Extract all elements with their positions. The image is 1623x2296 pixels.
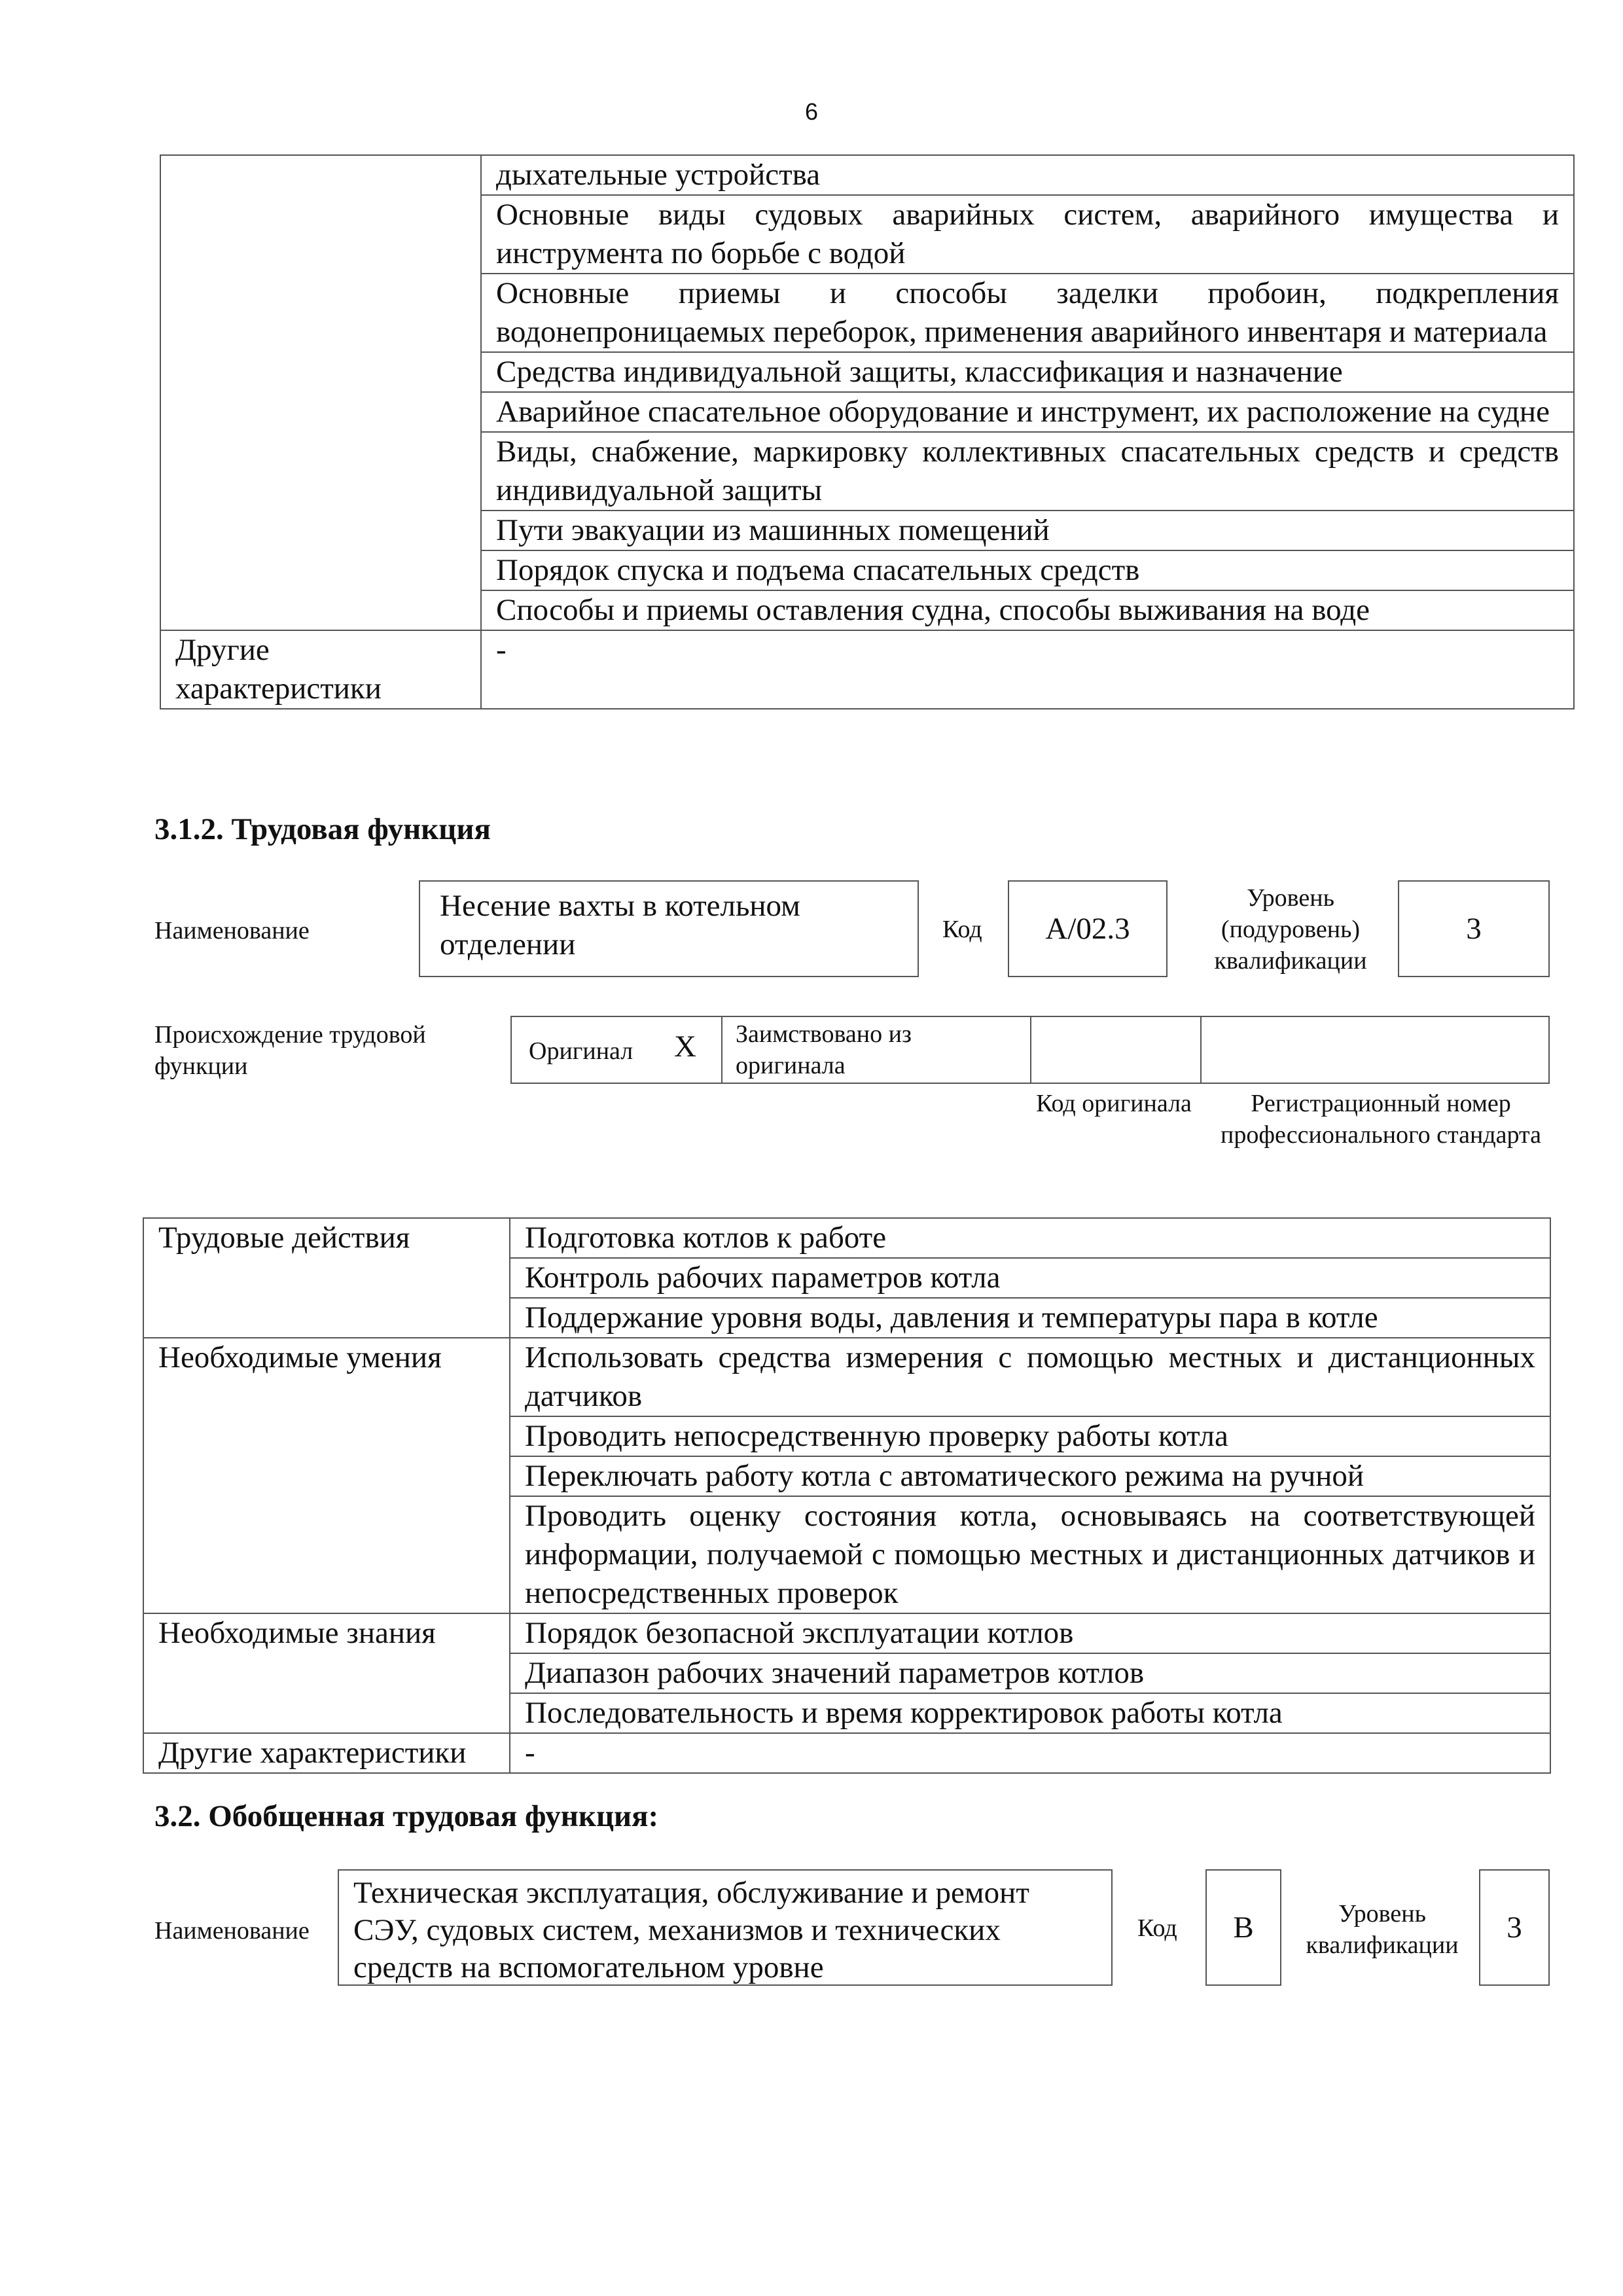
code-box: В <box>1205 1869 1281 1986</box>
other-characteristics-label: Другие характеристики <box>143 1733 510 1773</box>
original-mark: X <box>674 1030 696 1064</box>
table-cell: Порядок безопасной эксплуатации котлов <box>510 1613 1550 1653</box>
table-cell: Виды, снабжение, маркировку коллективных спасательных средств и средств индивидуальной защиты <box>481 432 1574 511</box>
generalized-function-name-box: Техническая эксплуатация, обслуживание и ремонт СЭУ, судовых систем, механизмов и технических средств на вспомогательном уровне <box>338 1869 1113 1986</box>
labor-actions-label: Трудовые действия <box>143 1218 510 1338</box>
page-number: 6 <box>804 98 819 125</box>
divider <box>1030 1017 1031 1083</box>
level-box: 3 <box>1479 1869 1550 1986</box>
table-cell: Контроль рабочих параметров котла <box>510 1258 1550 1298</box>
knowledge-table-continuation <box>160 154 1575 709</box>
table-cell: Подготовка котлов к работе <box>510 1218 1550 1258</box>
origin-row <box>510 1016 1550 1084</box>
section-heading-312: 3.1.2. Трудовая функция <box>154 812 491 846</box>
table-cell: Переключать работу котла с автоматического режима на ручной <box>510 1456 1550 1496</box>
code-original-label: Код оригинала <box>1036 1090 1192 1117</box>
labor-function-table <box>143 1217 1551 1774</box>
other-characteristics-value: - <box>481 630 1574 709</box>
table-cell: Пути эвакуации из машинных помещений <box>481 511 1574 550</box>
function-name-box: Несение вахты в котельном отделении <box>419 880 919 977</box>
table-cell: Средства индивидуальной защиты, классификация и назначение <box>481 352 1574 392</box>
divider <box>1200 1017 1202 1083</box>
name-label: Наименование <box>154 1917 310 1945</box>
borrowed-label: Заимствовано из оригинала <box>736 1020 912 1079</box>
section-heading-32: 3.2. Обобщенная трудовая функция: <box>154 1799 659 1833</box>
divider <box>721 1017 722 1083</box>
origin-label: Происхождение трудовой функции <box>154 1021 426 1080</box>
table-cell: Проводить непосредственную проверку работы котла <box>510 1416 1550 1456</box>
original-label: Оригинал <box>529 1037 633 1065</box>
table-cell: Проводить оценку состояния котла, основываясь на соответствующей информации, получаемой с помощью местных и дистанционных датчиков и непосредственных проверок <box>510 1496 1550 1613</box>
level-box: 3 <box>1398 880 1550 977</box>
code-label: Код <box>942 916 982 943</box>
level-label: Уровень квалификации <box>1306 1900 1459 1959</box>
empty-label-cell <box>160 155 481 630</box>
table-cell: Аварийное спасательное оборудование и инструмент, их расположение на судне <box>481 392 1574 432</box>
name-label: Наименование <box>154 917 310 944</box>
table-cell: Поддержание уровня воды, давления и температуры пара в котле <box>510 1298 1550 1338</box>
skills-label: Необходимые умения <box>143 1338 510 1613</box>
code-label: Код <box>1137 1914 1177 1942</box>
registration-number-label: Регистрационный номер профессионального стандарта <box>1221 1090 1541 1149</box>
other-characteristics-label: Другие характеристики <box>160 630 481 709</box>
table-cell: Способы и приемы оставления судна, способы выживания на воде <box>481 590 1574 630</box>
table-cell: Основные виды судовых аварийных систем, аварийного имущества и инструмента по борьбе с водой <box>481 195 1574 274</box>
table-cell: Использовать средства измерения с помощью местных и дистанционных датчиков <box>510 1338 1550 1416</box>
table-cell: Основные приемы и способы заделки пробоин, подкрепления водонепроницаемых переборок, применения аварийного инвентаря и материала <box>481 274 1574 352</box>
table-cell: Последовательность и время корректировок работы котла <box>510 1693 1550 1733</box>
table-cell: Диапазон рабочих значений параметров котлов <box>510 1653 1550 1693</box>
code-box: А/02.3 <box>1008 880 1168 977</box>
table-cell: дыхательные устройства <box>481 155 1574 195</box>
knowledge-label: Необходимые знания <box>143 1613 510 1733</box>
table-cell: Порядок спуска и подъема спасательных средств <box>481 550 1574 590</box>
other-characteristics-value: - <box>510 1733 1550 1773</box>
level-label: Уровень (подуровень) квалификации <box>1214 884 1367 975</box>
